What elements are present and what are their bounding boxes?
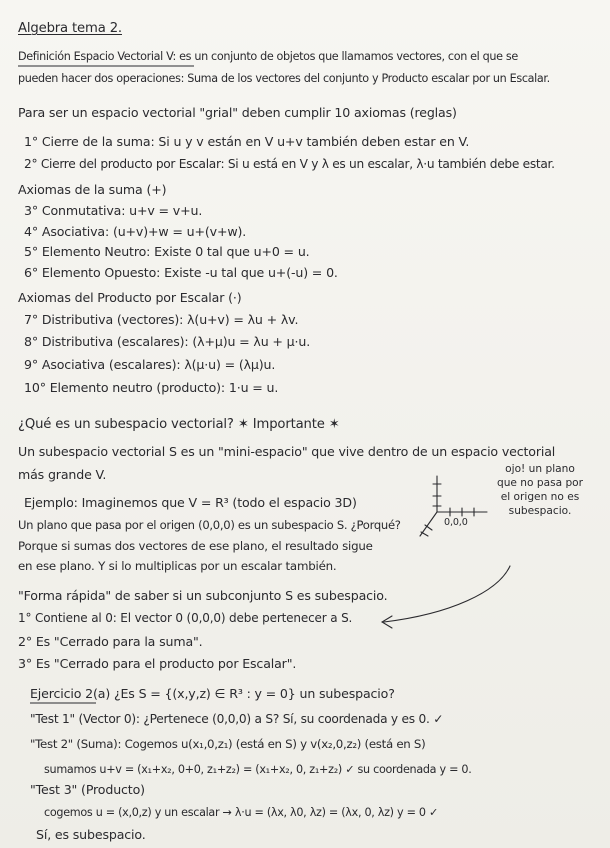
product-axioms-heading: Axiomas del Producto por Escalar (·) <box>18 290 242 305</box>
origin-label: 0,0,0 <box>444 517 468 528</box>
test-2-sum: sumamos u+v = (x₁+x₂, 0+0, z₁+z₂) = (x₁+x₂, 0, z₁+z₂) ✓ su coordenada y = 0. <box>44 763 472 776</box>
axioms-intro: Para ser un espacio vectorial "grial" deben cumplir 10 axiomas (reglas) <box>18 105 457 120</box>
axiom-7: 7° Distributiva (vectores): λ(u+v) = λu + λv. <box>24 312 299 327</box>
axiom-5: 5° Elemento Neutro: Existe 0 tal que u+0 = u. <box>24 244 310 259</box>
page-title: Algebra tema 2. <box>18 21 122 36</box>
definition-line-2: pueden hacer dos operaciones: Suma de los vectores del conjunto y Producto escalar por un Escalar. <box>18 72 550 85</box>
axiom-4: 4° Asociativa: (u+v)+w = u+(v+w). <box>24 224 247 239</box>
example-line-3: Porque si sumas dos vectores de ese plano, el resultado sigue <box>18 539 373 553</box>
example-line-4: en ese plano. Y si lo multiplicas por un escalar también. <box>18 559 337 573</box>
quick-test-3: 3° Es "Cerrado para el producto por Escalar". <box>18 656 297 671</box>
quick-test-2: 2° Es "Cerrado para la suma". <box>18 634 203 649</box>
test-2-line: "Test 2" (Suma): Cogemos u(x₁,0,z₁) (está en S) y v(x₂,0,z₂) (está en S) <box>30 737 426 751</box>
quick-test-heading: "Forma rápida" de saber si un subconjunto S es subespacio. <box>18 588 388 603</box>
axiom-1: 1° Cierre de la suma: Si u y v están en V u+v también deben estar en V. <box>24 134 470 149</box>
conclusion: Sí, es subespacio. <box>36 827 146 842</box>
test-3-heading: "Test 3" (Producto) <box>30 782 145 797</box>
axiom-3: 3° Conmutativa: u+v = v+u. <box>24 203 203 218</box>
subspace-definition-2: más grande V. <box>18 467 107 482</box>
test-3-product: cogemos u = (x,0,z) y un escalar → λ·u = (λx, λ0, λz) = (λx, 0, λz) y = 0 ✓ <box>44 806 439 819</box>
axiom-6: 6° Elemento Opuesto: Existe -u tal que u+(-u) = 0. <box>24 265 338 280</box>
axiom-2: 2° Cierre del producto por Escalar: Si u está en V y λ es un escalar, λ·u también debe estar. <box>24 157 555 171</box>
axiom-10: 10° Elemento neutro (producto): 1·u = u. <box>24 380 279 395</box>
test-1-line: "Test 1" (Vector 0): ¿Pertenece (0,0,0) a S? Sí, su coordenada y es 0. ✓ <box>30 712 444 726</box>
axiom-8: 8° Distributiva (escalares): (λ+μ)u = λu + μ·u. <box>24 334 311 349</box>
example-line-1: Ejemplo: Imaginemos que V = R³ (todo el espacio 3D) <box>24 495 357 510</box>
definition-line-1: Definición Espacio Vectorial V: es un conjunto de objetos que llamamos vectores, con el que se <box>18 50 518 63</box>
subspace-question: ¿Qué es un subespacio vectorial? ✶ Importante ✶ <box>18 417 340 432</box>
example-line-2: Un plano que pasa por el origen (0,0,0) es un subespacio S. ¿Porqué? <box>18 518 401 532</box>
subspace-definition-1: Un subespacio vectorial S es un "mini-espacio" que vive dentro de un espacio vectorial <box>18 444 556 459</box>
axiom-9: 9° Asociativa (escalares): λ(μ·u) = (λμ)u. <box>24 357 276 372</box>
side-note-line-2: que no pasa por <box>496 477 584 489</box>
side-note-line-1: ojo! un plano <box>505 463 575 475</box>
quick-test-1: 1° Contiene al 0: El vector 0 (0,0,0) debe pertenecer a S. <box>18 611 353 625</box>
side-note-line-3: el origen no es <box>500 491 580 503</box>
sum-axioms-heading: Axiomas de la suma (+) <box>18 182 167 197</box>
exercise-statement: Ejercicio 2(a) ¿Es S = {(x,y,z) ∈ R³ : y = 0} un subespacio? <box>30 686 395 701</box>
side-note-line-4: subespacio. <box>508 505 572 517</box>
